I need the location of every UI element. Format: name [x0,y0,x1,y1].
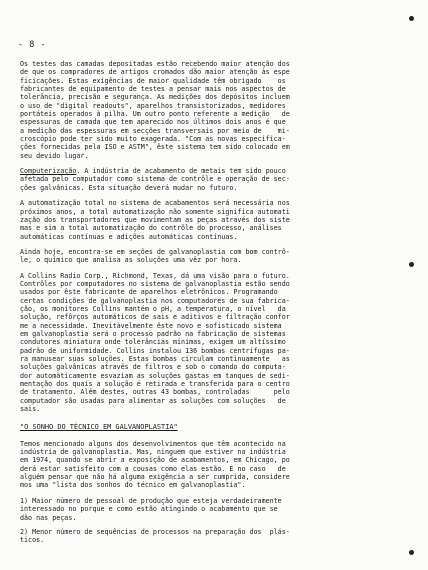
text-line: ção, os monitores Collins mantém o pH, a temperatura, o nível da [20,304,286,313]
text-line: de tratamento. Além destes, outras 43 bombas, controladas pelo [20,388,290,397]
text-line: seu devido lugar. [20,151,89,160]
text-line: ções galvânicas. Esta situação deverá mudar no futuro. [20,183,238,192]
text-line: Os testes das camadas depositadas estão recebendo maior atenção dos [20,60,290,68]
text-line: ticos. [20,536,45,545]
paragraph [20,167,415,192]
document-body [20,60,415,551]
text-line: fabricantes de equipamento de testes a pensar mais nos aspectos de [20,85,286,94]
text-line: mentação dos quais a solução é retirada e transferida para o centro [20,380,290,389]
text-line: automáticas contínuas e adições automáticas contínuas. [20,232,238,241]
text-fragment: . A indústria de acabamento de metais tem sido pouco [76,167,286,176]
text-line: derá estar satisfeito com a cousas como elas estão. E no caso de [20,464,286,473]
section-heading-text: "O SONHO DO TÉCNICO EM GALVANOPLASTIA" [20,423,178,432]
text-line: ra manusear suas soluções. Estas bombas circulam contìnuamente as [20,355,290,363]
text-line: computador são usadas para alimentar as soluções com soluções de [20,396,286,405]
paragraph [20,199,415,241]
text-line: croscópio pode ter sido muito exagerada. "Com as novas especifica- [20,135,286,144]
text-line: em galvanoplastia será o processo padrão na fabricação de sistemas [20,329,286,338]
text-line: em 1974, quando se abrir a exposição de acabamentos, em Chicago, po [20,456,290,465]
text-line: 1) Maior número de pessoal de produção que esteja verdadeiramente [20,496,282,505]
paragraph [20,248,415,265]
text-line: soluções galvânicas através de filtros e sob o comando do computa- [20,363,286,372]
text-line: espessuras de camada que tem aparecido nos últimos dois anos é que [20,118,286,127]
page-number: - 8 - [18,40,47,50]
text-line: de que os compradores de artigos cromados dão maior atenção às espe [20,68,290,77]
paragraph [20,440,415,490]
text-line: dor automàticamente esvaziam as soluções gastas em tanques de sedi- [20,371,290,380]
text-line: dão nas peças. [20,513,77,522]
punch-hole-mark [409,16,414,21]
section-lead: Computerização [20,167,77,176]
section-heading [20,423,415,431]
list-item [20,497,415,522]
text-line: usados por êste fabricante de aparelhos eletrônicos. Programando [20,288,278,297]
text-line: a medição das espessuras em secções transversais por meio de mi- [20,126,290,135]
text-line: indústria de galvanoplastia. Mas, ninguem que estiver na indústria [20,448,286,457]
text-line: interessado no porque e como estão atingindo o acabamento que se [20,505,278,514]
paragraph [20,272,415,414]
text-line: próximos anos, a total automatização não somente significa automati [20,207,290,216]
text-line: padrão de uniformidade. Collins instalou 136 bombas centrífugas pa- [20,346,290,355]
text-line: mos uma "lista dos sonhos do técnico em galvanoplastia". [20,481,246,490]
text-line: sais. [20,405,41,414]
text-line: afetada pelo computador como sistema de contrôle e operação de sec- [20,175,290,184]
list-item [20,528,415,545]
text-line: Ainda hoje, encontra-se em seções de galvanoplastia com bom contrô- [20,247,290,256]
text-line: Contrôles por computadores no sistema de galvanoplastia estão sendo [20,279,290,288]
text-line: condutores miniatura onde tolerâncias mínimas, exigem um altíssimo [20,338,286,347]
text-line: o uso de "digital readouts", aparelhos transistorizados, medidores [20,101,286,110]
text-line: mas e sim a total automatização do contrôle do processo, análises [20,224,282,233]
punch-hole-mark [409,550,414,555]
text-line: ções fornecidas pela ISO e ASTM", êste sistema tem sido colocado em [20,143,290,152]
paragraph [20,60,415,160]
text-line [20,167,415,175]
text-line: alguém pensar que não há alguma exigência a ser cumprida, considere [20,473,290,482]
text-line: A automatização total no sistema de acabamentos será necessária nos [20,199,290,208]
text-line: portáteis operados à pilha. Um outro ponto referente a medição de [20,110,290,119]
text-line: Temos mencionado alguns dos desenvolvimentos que têm acontecido na [20,439,286,448]
text-line: certas condições de galvanoplastia nos computadores de sua fabrica- [20,296,290,305]
text-line: tolerância, precisão e segurança. As medições dos depósitos incluem [20,93,290,102]
text-line: 2) Menor número de sequências de processos na preparação dos plás- [20,527,290,536]
text-line: me a necessidade. Inevitàvelmente êste novo e sofisticado sistema [20,321,282,330]
text-line: ficicações. Estas exigências de maior qualidade têm obrigado os [20,76,286,85]
text-line: A Collins Radio Corp., Richmond, Texas, dá uma visão para o futuro. [20,271,290,280]
text-line: zação dos transportadores que movimentam as peças através dos siste [20,215,290,224]
text-line: solução, refôrços automáticos de sais e aditivos e filtração confor [20,313,290,322]
text-line: le, o químico que analisa as soluções uma vêz por hora. [20,256,242,265]
